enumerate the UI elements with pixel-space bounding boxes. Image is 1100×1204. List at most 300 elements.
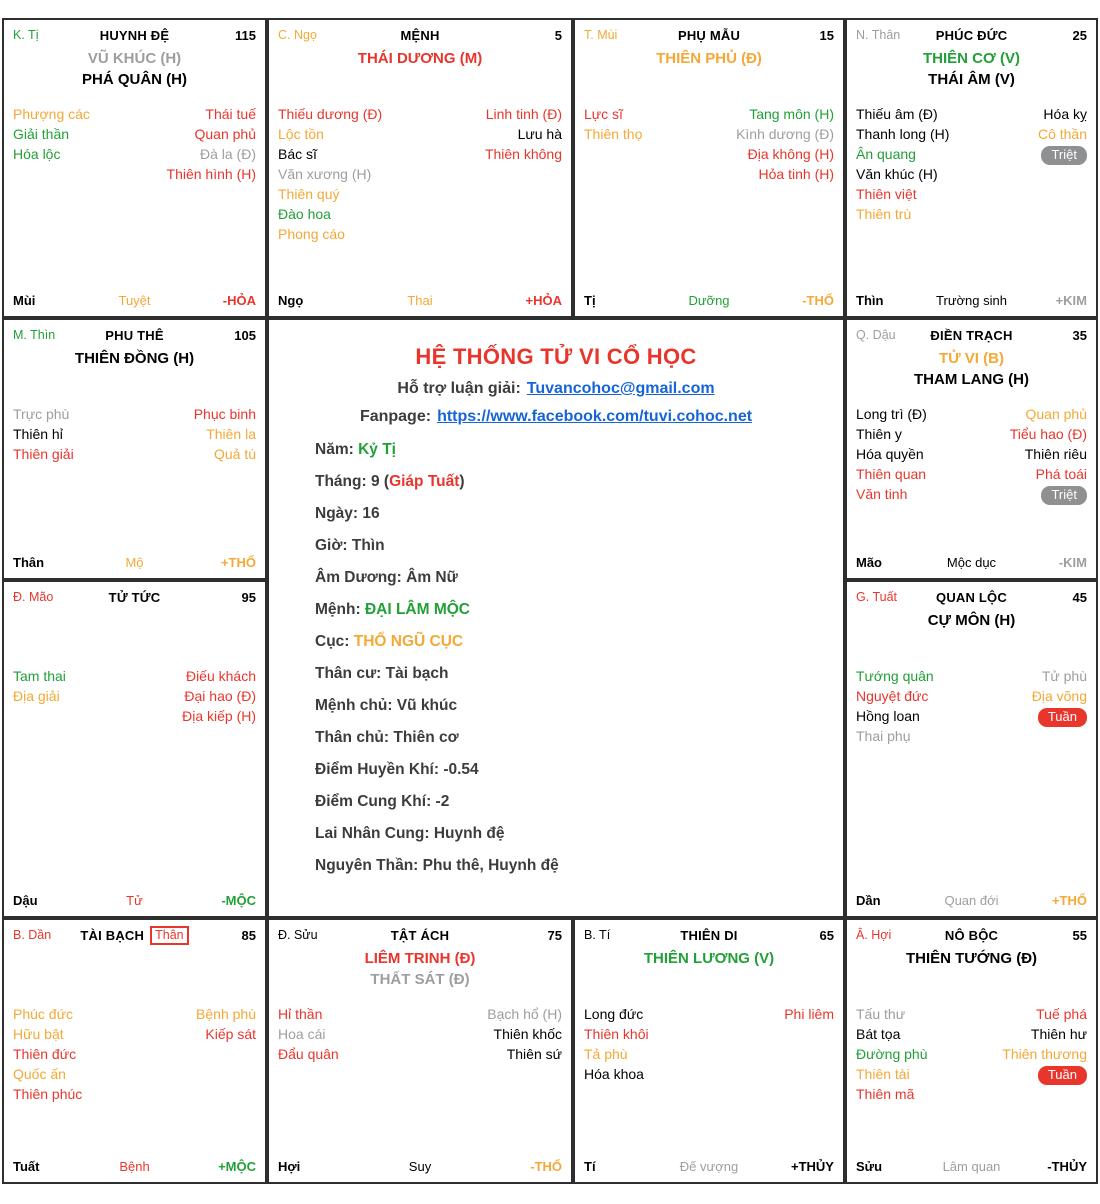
info-part: Điểm Cung Khí: -2 <box>315 793 450 810</box>
star-item: Thái tuế <box>205 106 256 122</box>
main-star: THIÊN TƯỚNG (Đ) <box>905 950 1038 967</box>
footer-branch: Tí <box>584 1159 596 1174</box>
star-item <box>1038 144 1087 165</box>
right-star-list <box>736 104 834 184</box>
palace-header <box>278 925 562 945</box>
footer-life-stage: Lâm quan <box>942 1159 1001 1174</box>
palace-score: 95 <box>241 589 256 605</box>
palace-tu-tuc <box>2 580 267 918</box>
info-line <box>315 626 819 658</box>
star-item: Hóa kỵ <box>1043 106 1087 122</box>
info-line <box>315 850 819 882</box>
star-item: Nguyệt đức <box>856 688 929 704</box>
palace-branch-label: B. Tí <box>584 928 611 942</box>
palace-branch-label: T. Mùi <box>584 28 618 42</box>
palace-header <box>13 925 256 945</box>
palace-main-stars <box>584 48 834 94</box>
palace-name-wrap <box>391 928 449 943</box>
palace-score: 25 <box>1072 27 1088 43</box>
star-item: Quan phủ <box>194 126 256 142</box>
footer-element: -THỔ <box>530 1159 563 1174</box>
left-star-list <box>856 1004 927 1104</box>
footer-element: +HỎA <box>525 293 563 308</box>
star-item: Tang môn (H) <box>749 106 834 122</box>
palace-name-wrap <box>680 928 737 943</box>
star-item: Long trì (Đ) <box>856 406 927 422</box>
right-star-list <box>167 104 256 184</box>
star-item: Linh tinh (Đ) <box>485 106 562 122</box>
fanpage-line <box>293 408 819 426</box>
palace-footer <box>584 293 834 308</box>
palace-footer <box>278 293 562 308</box>
triet-badge: Triệt <box>1041 486 1087 505</box>
info-part: Âm Dương: Âm Nữ <box>315 569 458 586</box>
main-star: THAM LANG (H) <box>914 371 1029 388</box>
star-item: Thiên không <box>484 146 562 162</box>
palace-branch-label: K. Tị <box>13 28 39 42</box>
star-item: Thiên y <box>856 426 902 442</box>
footer-element: +THỦY <box>791 1159 834 1174</box>
palace-footer <box>856 893 1087 908</box>
palace-branch-label: Â. Hợi <box>856 928 892 942</box>
main-star: TỬ VI (B) <box>939 350 1004 367</box>
than-cu-marker: Thân <box>150 926 189 945</box>
footer-element: +MỘC <box>218 1159 256 1174</box>
footer-element: +THỔ <box>1051 893 1087 908</box>
main-star: THÁI ÂM (V) <box>928 71 1015 88</box>
palace-star-columns <box>13 666 256 726</box>
right-star-list <box>784 1004 834 1084</box>
info-part: ĐẠI LÂM MỘC <box>364 601 470 618</box>
star-item: Tả phù <box>584 1046 628 1062</box>
palace-name-wrap <box>80 926 188 945</box>
left-star-list <box>856 666 934 746</box>
star-item: Bệnh phù <box>196 1006 256 1022</box>
star-item: Lực sĩ <box>584 106 623 122</box>
star-item: Địa không (H) <box>747 146 834 162</box>
chart-info-panel <box>267 318 845 918</box>
right-star-list <box>1032 666 1087 746</box>
palace-star-columns <box>856 104 1087 224</box>
palace-name-wrap <box>678 28 740 43</box>
palace-score: 85 <box>241 927 256 943</box>
star-item: Hóa khoa <box>584 1066 644 1082</box>
palace-footer <box>13 293 256 308</box>
info-part: Mệnh chủ: Vũ khúc <box>315 697 458 714</box>
star-item: Long đức <box>584 1006 644 1022</box>
palace-name-wrap <box>100 28 170 43</box>
footer-branch: Hợi <box>278 1159 301 1174</box>
palace-main-stars <box>856 48 1087 94</box>
palace-score: 15 <box>819 27 835 43</box>
palace-score: 55 <box>1072 927 1088 943</box>
palace-star-columns <box>13 404 256 464</box>
palace-name: MỆNH <box>400 27 440 43</box>
palace-name: NÔ BỘC <box>944 927 999 943</box>
footer-life-stage: Mộ <box>125 555 144 570</box>
tuvi-chart-board <box>2 18 1098 1184</box>
footer-branch: Mão <box>856 555 882 570</box>
palace-score: 65 <box>819 927 834 943</box>
palace-star-columns <box>856 666 1087 746</box>
palace-name: PHU THÊ <box>105 327 164 343</box>
palace-star-columns <box>584 1004 834 1084</box>
palace-name: TỬ TỨC <box>108 589 161 605</box>
palace-branch-label: Đ. Mão <box>13 590 54 604</box>
palace-name: QUAN LỘC <box>936 589 1007 605</box>
right-star-list <box>487 1004 562 1064</box>
star-item: Thiên thương <box>1002 1046 1087 1062</box>
palace-name-wrap <box>945 928 998 943</box>
palace-thien-di <box>573 918 845 1184</box>
star-item: Thiên trù <box>856 206 912 222</box>
star-item: Kình dương (Đ) <box>736 126 834 142</box>
star-item: Thiên quan <box>856 466 927 482</box>
footer-life-stage: Tuyệt <box>118 293 151 308</box>
star-item: Điếu khách <box>185 668 256 684</box>
star-item: Thiên quý <box>278 186 340 202</box>
star-item: Quan phủ <box>1025 406 1087 422</box>
palace-name: THIÊN DI <box>680 927 738 943</box>
info-line <box>315 754 819 786</box>
info-line <box>315 690 819 722</box>
footer-element: -THỦY <box>1047 1159 1087 1174</box>
footer-life-stage: Thai <box>407 293 433 308</box>
palace-branch-label: G. Tuất <box>856 590 897 604</box>
star-item: Đường phù <box>856 1046 928 1062</box>
footer-life-stage: Quan đới <box>944 893 999 908</box>
info-part: Thân cư: Tài bạch <box>315 665 449 682</box>
palace-phuc-duc <box>845 18 1098 318</box>
footer-branch: Tuất <box>13 1159 40 1174</box>
star-item: Địa võng <box>1031 688 1087 704</box>
palace-header <box>856 25 1087 45</box>
palace-name-wrap <box>930 328 1012 343</box>
star-item: Cô thần <box>1037 126 1087 142</box>
palace-main-stars <box>13 948 256 994</box>
info-line <box>315 818 819 850</box>
star-item: Hoa cái <box>278 1026 326 1042</box>
star-item: Phong cáo <box>278 226 345 242</box>
palace-score: 115 <box>235 27 256 43</box>
star-item <box>1010 484 1087 505</box>
palace-name-wrap <box>936 28 1008 43</box>
main-star: THIÊN CƠ (V) <box>923 50 1020 67</box>
palace-main-stars <box>856 610 1087 656</box>
star-item: Hồng loan <box>856 708 920 724</box>
star-item: Văn khúc (H) <box>856 166 938 182</box>
star-item: Địa kiếp (H) <box>182 708 256 724</box>
star-item: Kiếp sát <box>205 1026 256 1042</box>
left-star-list <box>856 404 927 505</box>
star-item: Đào hoa <box>278 206 331 222</box>
footer-element: -MỘC <box>221 893 256 908</box>
star-item: Bạch hổ (H) <box>487 1006 562 1022</box>
palace-main-stars <box>584 948 834 994</box>
star-item: Thiếu dương (Đ) <box>278 106 383 122</box>
palace-name: TÀI BẠCH <box>80 927 145 943</box>
palace-name: TẬT ÁCH <box>390 927 450 943</box>
right-star-list <box>182 666 256 726</box>
info-line <box>315 722 819 754</box>
left-star-list <box>584 1004 649 1084</box>
info-part: Điểm Huyền Khí: -0.54 <box>315 761 479 778</box>
star-item: Thiên hình (H) <box>166 166 256 182</box>
star-item: Đà la (Đ) <box>199 146 256 162</box>
right-star-list <box>194 404 256 464</box>
main-star: THIÊN LƯƠNG (V) <box>643 950 775 967</box>
palace-footer <box>856 555 1087 570</box>
star-item: Ân quang <box>856 146 916 162</box>
left-star-list <box>13 666 66 726</box>
fanpage-label: Fanpage: <box>359 408 432 425</box>
info-line <box>315 498 819 530</box>
star-item: Phục binh <box>193 406 256 422</box>
star-item: Thiên phúc <box>13 1086 83 1102</box>
left-star-list <box>278 1004 339 1064</box>
info-part: Kỷ Tị <box>358 441 396 458</box>
right-star-list <box>196 1004 256 1104</box>
palace-main-stars <box>278 48 562 94</box>
main-star: CỰ MÔN (H) <box>927 612 1016 629</box>
palace-name: ĐIỀN TRẠCH <box>930 327 1013 343</box>
star-item: Hóa quyền <box>856 446 924 462</box>
tuan-badge: Tuần <box>1038 708 1087 727</box>
palace-score: 5 <box>554 27 563 43</box>
palace-star-columns <box>278 1004 562 1064</box>
left-star-list <box>13 1004 82 1104</box>
palace-star-columns <box>278 104 562 244</box>
palace-branch-label: B. Dần <box>13 928 52 942</box>
left-star-list <box>856 104 949 224</box>
info-line <box>315 658 819 690</box>
palace-tai-bach <box>2 918 267 1184</box>
right-star-list <box>1038 104 1087 224</box>
footer-branch: Dậu <box>13 893 38 908</box>
left-star-list <box>278 104 382 244</box>
palace-footer <box>856 1159 1087 1174</box>
main-star: THÁI DƯƠNG (M) <box>357 50 483 67</box>
star-item: Bát tọa <box>856 1026 901 1042</box>
support-label: Hỗ trợ luận giải: <box>397 380 521 397</box>
footer-life-stage: Đế vượng <box>679 1159 739 1174</box>
star-item: Thiên đức <box>13 1046 77 1062</box>
palace-star-columns <box>13 104 256 184</box>
birth-info-list <box>293 434 819 882</box>
info-line <box>315 434 819 466</box>
star-item: Thiên hỉ <box>13 426 63 442</box>
info-part: Tháng: 9 ( <box>315 473 390 490</box>
info-line <box>315 530 819 562</box>
star-item: Quốc ấn <box>13 1066 66 1082</box>
info-part: Giờ: Thìn <box>315 537 385 554</box>
star-item: Hỉ thần <box>278 1006 323 1022</box>
star-item: Tam thai <box>13 668 66 684</box>
info-part: ) <box>459 473 465 490</box>
palace-branch-label: M. Thìn <box>13 328 56 342</box>
palace-star-columns <box>584 104 834 184</box>
footer-branch: Thân <box>13 555 45 570</box>
palace-score: 35 <box>1072 327 1088 343</box>
palace-phu-the <box>2 318 267 580</box>
star-item: Tấu thư <box>856 1006 906 1022</box>
info-part: Cục: <box>315 633 354 650</box>
palace-main-stars <box>278 948 562 994</box>
footer-branch: Tị <box>584 293 596 308</box>
palace-huynh-de <box>2 18 267 318</box>
palace-score: 105 <box>234 327 256 343</box>
footer-element: +KIM <box>1055 293 1087 308</box>
palace-footer <box>278 1159 562 1174</box>
palace-header <box>13 325 256 345</box>
palace-footer <box>584 1159 834 1174</box>
star-item: Quả tú <box>213 446 256 462</box>
palace-star-columns <box>856 1004 1087 1104</box>
main-star: THẤT SÁT (Đ) <box>370 971 470 988</box>
left-star-list <box>584 104 642 184</box>
palace-header <box>278 25 562 45</box>
info-part: Lai Nhân Cung: Huynh đệ <box>315 825 505 842</box>
star-item: Thiên tài <box>856 1066 910 1082</box>
star-item: Văn xương (H) <box>278 166 372 182</box>
star-item: Thiên thọ <box>584 126 643 142</box>
right-star-list <box>1002 1004 1087 1104</box>
palace-name-wrap <box>105 328 163 343</box>
footer-element: -KIM <box>1058 555 1087 570</box>
star-item: Thiên khốc <box>493 1026 562 1042</box>
palace-header <box>13 587 256 607</box>
star-item: Đại hao (Đ) <box>184 688 256 704</box>
footer-branch: Ngọ <box>278 293 304 308</box>
palace-header <box>856 325 1087 345</box>
footer-branch: Sửu <box>856 1159 883 1174</box>
star-item: Phúc đức <box>13 1006 73 1022</box>
palace-header <box>856 587 1087 607</box>
palace-tat-ach <box>267 918 573 1184</box>
footer-branch: Dần <box>856 893 881 908</box>
palace-star-columns <box>13 1004 256 1104</box>
palace-no-boc <box>845 918 1098 1184</box>
star-item: Thiên la <box>206 426 256 442</box>
info-part: Giáp Tuất <box>389 473 460 490</box>
star-item: Đẩu quân <box>278 1046 339 1062</box>
star-item: Hỏa tinh (H) <box>758 166 834 182</box>
star-item <box>1002 1064 1087 1085</box>
palace-footer <box>13 555 256 570</box>
star-item: Giải thần <box>13 126 70 142</box>
palace-footer <box>13 1159 256 1174</box>
palace-phu-mau <box>573 18 845 318</box>
footer-element: -HỎA <box>222 293 256 308</box>
palace-branch-label: C. Ngọ <box>278 28 317 42</box>
star-item: Thai phụ <box>856 728 911 744</box>
star-item: Hóa lộc <box>13 146 61 162</box>
star-item: Thiên sứ <box>506 1046 562 1062</box>
palace-name-wrap <box>109 590 161 605</box>
tuan-badge: Tuần <box>1038 1066 1087 1085</box>
palace-score: 45 <box>1072 589 1087 605</box>
main-star: THIÊN PHỦ (Đ) <box>656 50 762 67</box>
palace-main-stars <box>856 948 1087 994</box>
palace-header <box>13 25 256 45</box>
footer-element: -THỔ <box>802 293 834 308</box>
palace-name-wrap <box>400 28 439 43</box>
palace-header <box>584 25 834 45</box>
right-star-list <box>1010 404 1087 505</box>
main-star: THIÊN ĐỒNG (H) <box>74 350 195 367</box>
star-item: Thiếu âm (Đ) <box>856 106 938 122</box>
palace-main-stars <box>13 610 256 656</box>
right-star-list <box>485 104 562 244</box>
footer-branch: Thìn <box>856 293 884 308</box>
info-part: Mệnh: <box>315 601 365 618</box>
palace-name: HUYNH ĐỆ <box>99 27 170 43</box>
star-item: Phượng các <box>13 106 90 122</box>
info-part: Thân chủ: Thiên cơ <box>315 729 459 746</box>
main-star: VŨ KHÚC (H) <box>87 50 182 67</box>
star-item: Tuế phá <box>1036 1006 1087 1022</box>
star-item: Tướng quân <box>856 668 934 684</box>
main-star: LIÊM TRINH (Đ) <box>364 950 476 967</box>
star-item: Thiên việt <box>856 186 917 202</box>
palace-branch-label: Q. Dậu <box>856 328 896 342</box>
footer-branch: Mùi <box>13 293 36 308</box>
info-line <box>315 594 819 626</box>
support-email-link[interactable]: Tuvancohoc@gmail.com <box>526 380 715 397</box>
palace-branch-label: Đ. Sửu <box>278 928 318 942</box>
star-item: Thanh long (H) <box>856 126 950 142</box>
info-part: THỔ NGŨ CỤC <box>353 633 464 650</box>
app-title: HỆ THỐNG TỬ VI CỔ HỌC <box>415 344 697 369</box>
star-item <box>1032 706 1087 727</box>
star-item: Lộc tồn <box>278 126 324 142</box>
palace-header <box>584 925 834 945</box>
left-star-list <box>13 404 74 464</box>
star-item: Thiên hư <box>1030 1026 1087 1042</box>
footer-life-stage: Tử <box>126 893 143 908</box>
info-line <box>315 786 819 818</box>
palace-score: 75 <box>547 927 563 943</box>
star-item: Thiên giải <box>13 446 74 462</box>
palace-menh <box>267 18 573 318</box>
footer-life-stage: Bệnh <box>119 1159 150 1174</box>
palace-branch-label: N. Thân <box>856 28 901 42</box>
triet-badge: Triệt <box>1041 146 1087 165</box>
palace-name-wrap <box>936 590 1007 605</box>
left-star-list <box>13 104 90 184</box>
palace-star-columns <box>856 404 1087 505</box>
main-star: PHÁ QUÂN (H) <box>82 71 187 88</box>
footer-life-stage: Trường sinh <box>936 293 1007 308</box>
palace-main-stars <box>13 348 256 394</box>
support-line <box>293 380 819 398</box>
palace-main-stars <box>13 48 256 94</box>
star-item: Lưu hà <box>517 126 562 142</box>
fanpage-url-link[interactable]: https://www.facebook.com/tuvi.cohoc.net <box>437 408 753 425</box>
palace-header <box>856 925 1087 945</box>
palace-name: PHÚC ĐỨC <box>935 27 1008 43</box>
star-item: Hữu bật <box>13 1026 64 1042</box>
footer-element: +THỔ <box>220 555 256 570</box>
star-item: Tiểu hao (Đ) <box>1009 426 1087 442</box>
star-item: Thiên mã <box>856 1086 915 1102</box>
star-item: Văn tinh <box>856 486 908 502</box>
palace-quan-loc <box>845 580 1098 918</box>
info-line <box>315 562 819 594</box>
palace-main-stars <box>856 348 1087 394</box>
star-item: Địa giải <box>13 688 60 704</box>
star-item: Trực phù <box>13 406 70 422</box>
